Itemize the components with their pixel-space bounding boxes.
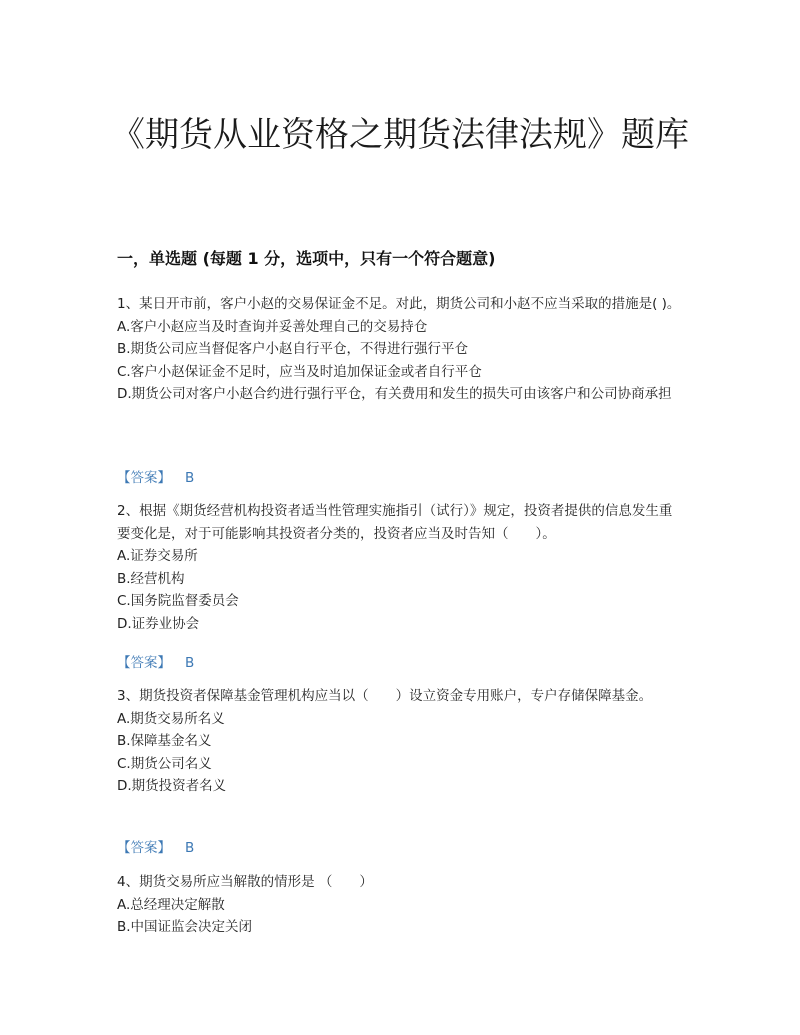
option-b: B.期货公司应当督促客户小赵自行平仓，不得进行强行平仓 [117, 341, 469, 357]
option-a: A.证券交易所 [117, 548, 198, 564]
option-b: B.经营机构 [117, 570, 185, 587]
answer-value: B [185, 470, 195, 486]
section-heading: 一，单选题 (每题 1 分，选项中，只有一个符合题意) [117, 249, 496, 268]
option-a: A.客户小赵应当及时查询并妥善处理自己的交易持仓 [117, 318, 428, 335]
option-c: C.客户小赵保证金不足时，应当及时追加保证金或者自行平仓 [117, 363, 482, 380]
option-a: A.总经理决定解散 [117, 896, 225, 913]
option-b: B.中国证监会决定关闭 [117, 919, 253, 935]
question-2 [117, 500, 682, 635]
question-4 [117, 871, 682, 939]
question-stem: 1、某日开市前，客户小赵的交易保证金不足。对此，期货公司和小赵不应当采取的措施是( )。 [117, 296, 681, 312]
question-stem: 2、根据《期货经营机构投资者适当性管理实施指引（试行）》规定，投资者提供的信息发生重要变化是，对于可能影响其投资者分类的，投资者应当及时告知（ ）。 [117, 503, 673, 542]
answer-1 [117, 466, 194, 486]
option-b: B.保障基金名义 [117, 733, 212, 749]
answer-label: 【答案】 [117, 470, 171, 486]
option-d: D.证券业协会 [117, 615, 200, 632]
question-1 [117, 293, 682, 406]
answer-label: 【答案】 [117, 655, 171, 671]
answer-3 [117, 836, 194, 856]
option-d: D.期货投资者名义 [117, 778, 227, 794]
answer-label: 【答案】 [117, 840, 171, 856]
answer-2 [117, 651, 194, 671]
question-3 [117, 685, 682, 798]
document-title: 《期货从业资格之期货法律法规》题库 [111, 115, 689, 155]
question-stem: 4、期货交易所应当解散的情形是 （ ） [117, 874, 373, 890]
option-d: D.期货公司对客户小赵合约进行强行平仓，有关费用和发生的损失可由该客户和公司协商承担 [117, 386, 672, 402]
question-stem: 3、期货投资者保障基金管理机构应当以（ ）设立资金专用账户，专户存储保障基金。 [117, 688, 653, 704]
answer-value: B [185, 655, 195, 671]
option-c: C.期货公司名义 [117, 755, 212, 772]
option-a: A.期货交易所名义 [117, 710, 225, 727]
answer-value: B [185, 840, 195, 856]
option-c: C.国务院监督委员会 [117, 593, 239, 609]
